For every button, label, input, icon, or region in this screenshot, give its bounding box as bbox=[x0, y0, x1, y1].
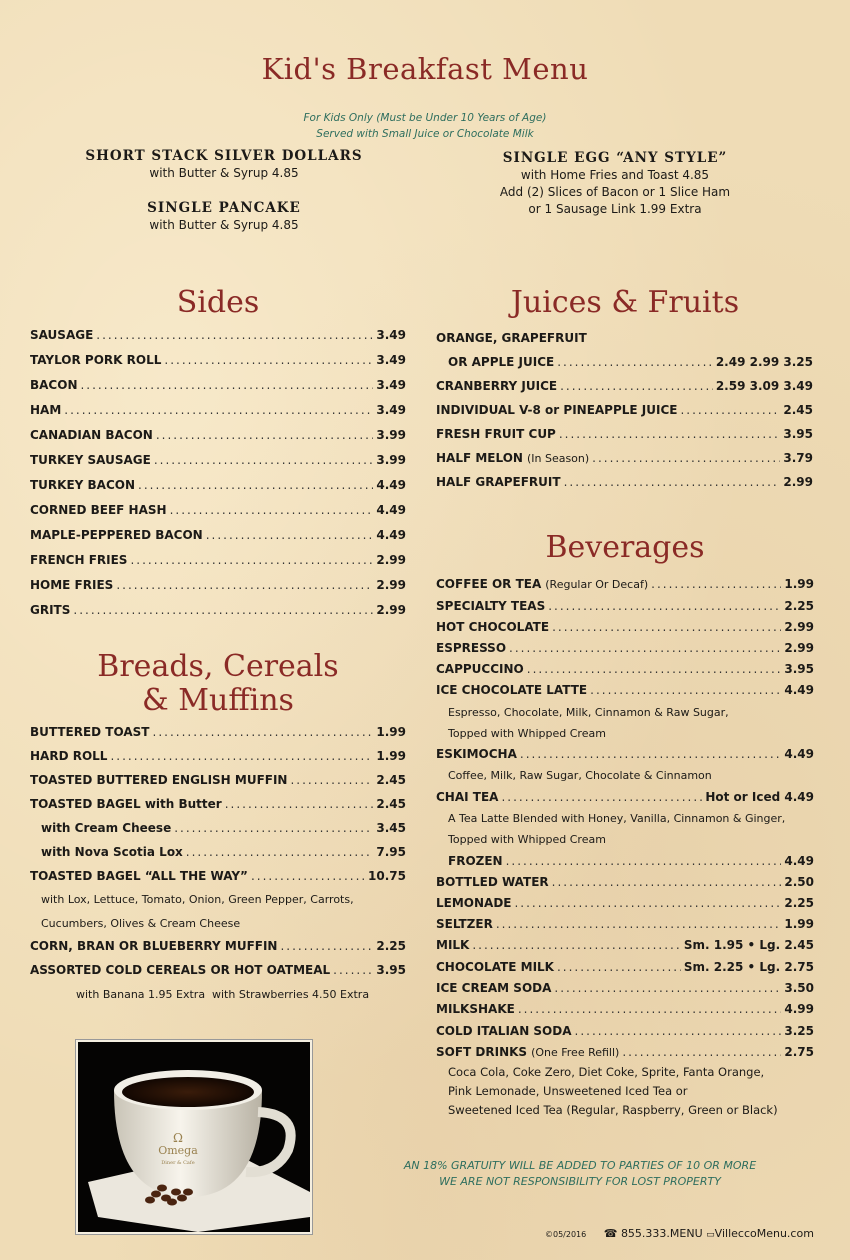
all-the-way-desc-1: with Lox, Lettuce, Tomato, Onion, Green Pepper, Carrots, bbox=[41, 893, 354, 906]
dot-leader bbox=[116, 575, 373, 595]
menu-row bbox=[30, 325, 406, 345]
item-price: 2.99 bbox=[784, 620, 814, 634]
item-name: MILKSHAKE bbox=[436, 1002, 515, 1016]
dot-leader bbox=[506, 851, 782, 871]
item-name: MILK bbox=[436, 938, 470, 952]
menu-row bbox=[436, 328, 813, 348]
menu-row bbox=[436, 999, 814, 1019]
menu-row bbox=[30, 450, 406, 470]
item-name: HALF GRAPEFRUIT bbox=[436, 475, 561, 489]
item-price: 4.99 bbox=[784, 1002, 814, 1016]
menu-row bbox=[436, 617, 814, 637]
chai-desc-1: A Tea Latte Blended with Honey, Vanilla, Cinnamon & Ginger, bbox=[448, 812, 786, 825]
dot-leader bbox=[501, 787, 702, 807]
item-price: 2.59 3.09 3.49 bbox=[715, 379, 813, 393]
menu-title: Kid's Breakfast Menu bbox=[261, 52, 589, 86]
dot-leader bbox=[64, 400, 373, 420]
menu-row bbox=[30, 866, 406, 886]
menu-row bbox=[436, 638, 814, 658]
dot-leader bbox=[622, 1042, 781, 1062]
item-price: 1.99 bbox=[784, 917, 814, 931]
dot-leader bbox=[251, 866, 365, 886]
item-name: TOASTED BAGEL “ALL THE WAY” bbox=[30, 869, 248, 883]
dot-leader bbox=[110, 746, 373, 766]
item-price: 3.49 bbox=[376, 353, 406, 367]
all-the-way-desc-2: Cucumbers, Olives & Cream Cheese bbox=[41, 917, 241, 930]
dot-leader bbox=[80, 375, 373, 395]
footer-note: AN 18% GRATUITY WILL BE ADDED TO PARTIES OF 10 OR MORE WE ARE NOT RESPONSIBILITY FOR LOST PROPERTY bbox=[403, 1159, 757, 1188]
dot-leader bbox=[552, 617, 781, 637]
menu-row bbox=[436, 744, 814, 764]
latte-desc-2: Topped with Whipped Cream bbox=[448, 727, 606, 740]
dot-leader bbox=[557, 352, 713, 372]
item-price: 1.99 bbox=[376, 749, 406, 763]
item-name: CHOCOLATE MILK bbox=[436, 960, 554, 974]
item-name: ORANGE, GRAPEFRUIT bbox=[436, 331, 587, 345]
menu-row bbox=[436, 596, 814, 616]
menu-row bbox=[448, 352, 813, 372]
item-name: CORNED BEEF HASH bbox=[30, 503, 167, 517]
item-price: 4.49 bbox=[784, 683, 814, 697]
dot-leader bbox=[156, 425, 374, 445]
dot-leader bbox=[518, 999, 782, 1019]
menu-row bbox=[436, 659, 814, 679]
dot-leader bbox=[186, 842, 374, 862]
dot-leader bbox=[527, 659, 782, 679]
item-name: HOT CHOCOLATE bbox=[436, 620, 550, 634]
item-name: CRANBERRY JUICE bbox=[436, 379, 558, 393]
item-price: 2.99 bbox=[376, 603, 406, 617]
item-note: (Regular Or Decaf) bbox=[545, 578, 649, 591]
menu-row bbox=[30, 936, 406, 956]
item-price: 2.25 bbox=[376, 939, 406, 953]
item-price: 4.49 bbox=[376, 503, 406, 517]
menu-row bbox=[30, 794, 406, 814]
phone-number: 855.333.MENU bbox=[620, 1227, 703, 1240]
item-name: COLD ITALIAN SODA bbox=[436, 1024, 572, 1038]
dot-leader bbox=[170, 500, 374, 520]
phone-icon: ☎ bbox=[603, 1227, 618, 1240]
item-price: 10.75 bbox=[368, 869, 406, 883]
item-name: FRENCH FRIES bbox=[30, 553, 128, 567]
soft-drinks-desc-3: Sweetened Iced Tea (Regular, Raspberry, Green or Black) bbox=[448, 1103, 778, 1117]
item-name: OR APPLE JUICE bbox=[448, 355, 555, 369]
dot-leader bbox=[548, 596, 781, 616]
item-name: HALF MELON bbox=[436, 451, 523, 465]
item-name: TURKEY SAUSAGE bbox=[30, 453, 151, 467]
dot-leader bbox=[164, 350, 373, 370]
menu-row bbox=[30, 722, 406, 742]
item-price: 2.99 bbox=[376, 553, 406, 567]
item-price: 3.50 bbox=[784, 981, 814, 995]
dot-leader bbox=[96, 325, 373, 345]
kid-item-single-pancake: SINGLE PANCAKE with Butter & Syrup 4.85 bbox=[147, 200, 301, 232]
item-name: with Nova Scotia Lox bbox=[41, 845, 183, 859]
item-price: 1.99 bbox=[784, 577, 814, 591]
item-name: SOFT DRINKS bbox=[436, 1045, 528, 1059]
cup-brand: Omega bbox=[158, 1144, 198, 1157]
item-name: BACON bbox=[30, 378, 78, 392]
item-name: FRESH FRUIT CUP bbox=[436, 427, 556, 441]
item-name: BOTTLED WATER bbox=[436, 875, 549, 889]
copyright: ©05/2016 bbox=[545, 1230, 587, 1239]
menu-row bbox=[41, 818, 406, 838]
dot-leader bbox=[280, 936, 373, 956]
soft-drinks-desc-1: Coca Cola, Coke Zero, Diet Coke, Sprite, Fanta Orange, bbox=[448, 1065, 765, 1079]
cereal-addon-banana: with Banana 1.95 Extra bbox=[76, 988, 206, 1001]
menu-row bbox=[436, 787, 814, 807]
eskimocha-desc: Coffee, Milk, Raw Sugar, Chocolate & Cinnamon bbox=[448, 769, 712, 782]
chai-desc-2: Topped with Whipped Cream bbox=[448, 833, 606, 846]
item-price: 3.79 bbox=[783, 451, 813, 465]
item-name: ICE CREAM SODA bbox=[436, 981, 552, 995]
coffee-cup-photo bbox=[76, 1040, 312, 1234]
dot-leader bbox=[225, 794, 374, 814]
menu-row bbox=[30, 475, 406, 495]
menu-row bbox=[436, 472, 813, 492]
menu-row bbox=[30, 375, 406, 395]
menu-row bbox=[436, 448, 813, 468]
dot-leader bbox=[174, 818, 373, 838]
menu-row bbox=[30, 770, 406, 790]
menu-row bbox=[436, 424, 813, 444]
menu-row bbox=[436, 574, 814, 594]
item-price: 3.45 bbox=[376, 821, 406, 835]
item-name: CORN, BRAN OR BLUEBERRY MUFFIN bbox=[30, 939, 278, 953]
menu-row bbox=[30, 960, 406, 980]
cereal-addon-strawberries: with Strawberries 4.50 Extra bbox=[212, 988, 370, 1001]
item-price: 2.99 bbox=[376, 578, 406, 592]
item-name: MAPLE-PEPPERED BACON bbox=[30, 528, 203, 542]
item-price: 3.99 bbox=[376, 453, 406, 467]
menu-row bbox=[30, 425, 406, 445]
dot-leader bbox=[592, 448, 780, 468]
item-name: TOASTED BUTTERED ENGLISH MUFFIN bbox=[30, 773, 288, 787]
dot-leader bbox=[552, 872, 782, 892]
kids-note: For Kids Only (Must be Under 10 Years of Age) Served with Small Juice or Chocolate Milk bbox=[303, 112, 547, 140]
item-note: (One Free Refill) bbox=[531, 1046, 620, 1059]
item-price: 2.45 bbox=[783, 403, 813, 417]
menu-row bbox=[436, 872, 814, 892]
menu-row bbox=[30, 550, 406, 570]
item-name: FROZEN bbox=[448, 854, 503, 868]
menu-row bbox=[30, 525, 406, 545]
item-name: TAYLOR PORK ROLL bbox=[30, 353, 162, 367]
item-name: ESPRESSO bbox=[436, 641, 507, 655]
soft-drinks-desc-2: Pink Lemonade, Unsweetened Iced Tea or bbox=[448, 1084, 688, 1098]
item-price: 3.49 bbox=[376, 328, 406, 342]
item-price: 2.25 bbox=[784, 896, 814, 910]
item-price: 2.50 bbox=[784, 875, 814, 889]
menu-row bbox=[436, 400, 813, 420]
menu-row bbox=[436, 376, 813, 396]
item-price: 2.45 bbox=[376, 797, 406, 811]
item-price: 2.49 2.99 3.25 bbox=[715, 355, 813, 369]
dot-leader bbox=[554, 978, 781, 998]
item-price: Sm. 2.25 • Lg. 2.75 bbox=[683, 960, 814, 974]
item-name: GRITS bbox=[30, 603, 71, 617]
menu-row bbox=[30, 600, 406, 620]
cup-brand-sub: Diner & Cafe bbox=[161, 1160, 195, 1166]
dot-leader bbox=[560, 376, 713, 396]
dot-leader bbox=[520, 744, 782, 764]
item-name: CANADIAN BACON bbox=[30, 428, 153, 442]
menu-row bbox=[448, 851, 814, 871]
item-name: SELTZER bbox=[436, 917, 493, 931]
item-name: with Cream Cheese bbox=[41, 821, 172, 835]
menu-row bbox=[41, 842, 406, 862]
item-name: HAM bbox=[30, 403, 62, 417]
item-name: BUTTERED TOAST bbox=[30, 725, 150, 739]
item-name: CHAI TEA bbox=[436, 790, 499, 804]
latte-desc-1: Espresso, Chocolate, Milk, Cinnamon & Raw Sugar, bbox=[448, 706, 729, 719]
item-price: 3.25 bbox=[784, 1024, 814, 1038]
menu-row bbox=[30, 400, 406, 420]
item-name: SPECIALTY TEAS bbox=[436, 599, 546, 613]
website: VilleccoMenu.com bbox=[714, 1227, 814, 1240]
menu-row bbox=[436, 1021, 814, 1041]
menu-row bbox=[30, 575, 406, 595]
dot-leader bbox=[472, 935, 681, 955]
menu-row bbox=[436, 680, 814, 700]
item-price: 1.99 bbox=[376, 725, 406, 739]
sides-title: Sides bbox=[176, 285, 260, 320]
item-name: SAUSAGE bbox=[30, 328, 94, 342]
dot-leader bbox=[138, 475, 373, 495]
item-price: 2.99 bbox=[783, 475, 813, 489]
item-price: 3.95 bbox=[784, 662, 814, 676]
kid-item-short-stack: SHORT STACK SILVER DOLLARS with Butter & Syrup 4.85 bbox=[85, 148, 363, 180]
dot-leader bbox=[564, 472, 781, 492]
item-name: CAPPUCCINO bbox=[436, 662, 524, 676]
item-price: 4.49 bbox=[376, 478, 406, 492]
item-price: 3.49 bbox=[376, 403, 406, 417]
item-price: 4.49 bbox=[784, 747, 814, 761]
item-name: TOASTED BAGEL with Butter bbox=[30, 797, 222, 811]
item-price: 2.45 bbox=[376, 773, 406, 787]
menu-row bbox=[436, 1042, 814, 1062]
dot-leader bbox=[514, 893, 781, 913]
beverages-title: Beverages bbox=[545, 530, 705, 565]
dot-leader bbox=[680, 400, 780, 420]
item-price: Sm. 1.95 • Lg. 2.45 bbox=[683, 938, 814, 952]
menu-row bbox=[436, 914, 814, 934]
item-name: COFFEE OR TEA bbox=[436, 577, 542, 591]
item-name: ESKIMOCHA bbox=[436, 747, 517, 761]
coffee-cup-image bbox=[78, 1042, 310, 1232]
dot-leader bbox=[575, 1021, 782, 1041]
dot-leader bbox=[73, 600, 373, 620]
juices-title: Juices & Fruits bbox=[510, 285, 740, 320]
breads-title: Breads, Cereals & Muffins bbox=[97, 649, 339, 718]
item-price: 2.99 bbox=[784, 641, 814, 655]
item-name: ASSORTED COLD CEREALS OR HOT OATMEAL bbox=[30, 963, 331, 977]
menu-row bbox=[436, 957, 814, 977]
kid-item-single-egg: SINGLE EGG “ANY STYLE” with Home Fries and Toast 4.85 Add (2) Slices of Bacon or 1 Slice Ham or 1 Sausage Link 1.99 Extra bbox=[499, 150, 731, 216]
item-price: 7.95 bbox=[376, 845, 406, 859]
item-price: 3.99 bbox=[376, 428, 406, 442]
dot-leader bbox=[557, 957, 681, 977]
dot-leader bbox=[651, 574, 781, 594]
cup-brand-omega-glyph: Ω bbox=[173, 1131, 183, 1145]
item-price: 2.25 bbox=[784, 599, 814, 613]
item-price: 4.49 bbox=[784, 854, 814, 868]
item-name: ICE CHOCOLATE LATTE bbox=[436, 683, 588, 697]
dot-leader bbox=[154, 450, 374, 470]
menu-row bbox=[30, 350, 406, 370]
dot-leader bbox=[290, 770, 373, 790]
menu-row bbox=[30, 746, 406, 766]
item-note: (In Season) bbox=[526, 452, 590, 465]
computer-icon: ▭ bbox=[706, 1230, 715, 1240]
dot-leader bbox=[496, 914, 782, 934]
dot-leader bbox=[590, 680, 781, 700]
dot-leader bbox=[130, 550, 373, 570]
item-name: HARD ROLL bbox=[30, 749, 108, 763]
item-name: LEMONADE bbox=[436, 896, 512, 910]
item-name: TURKEY BACON bbox=[30, 478, 136, 492]
dot-leader bbox=[509, 638, 781, 658]
item-price: 3.49 bbox=[376, 378, 406, 392]
item-price: 4.49 bbox=[376, 528, 406, 542]
dot-leader bbox=[153, 722, 374, 742]
dot-leader bbox=[559, 424, 781, 444]
contact-line bbox=[545, 1227, 814, 1240]
menu-row bbox=[436, 978, 814, 998]
menu-row bbox=[436, 935, 814, 955]
menu-row bbox=[30, 500, 406, 520]
menu-row bbox=[436, 893, 814, 913]
dot-leader bbox=[333, 960, 373, 980]
item-price: 3.95 bbox=[376, 963, 406, 977]
item-price: 2.75 bbox=[784, 1045, 814, 1059]
item-name: INDIVIDUAL V-8 or PINEAPPLE JUICE bbox=[436, 403, 678, 417]
item-price: Hot or Iced 4.49 bbox=[705, 790, 814, 804]
item-name: HOME FRIES bbox=[30, 578, 114, 592]
coffee-surface bbox=[122, 1077, 254, 1107]
dot-leader bbox=[206, 525, 374, 545]
item-price: 3.95 bbox=[783, 427, 813, 441]
